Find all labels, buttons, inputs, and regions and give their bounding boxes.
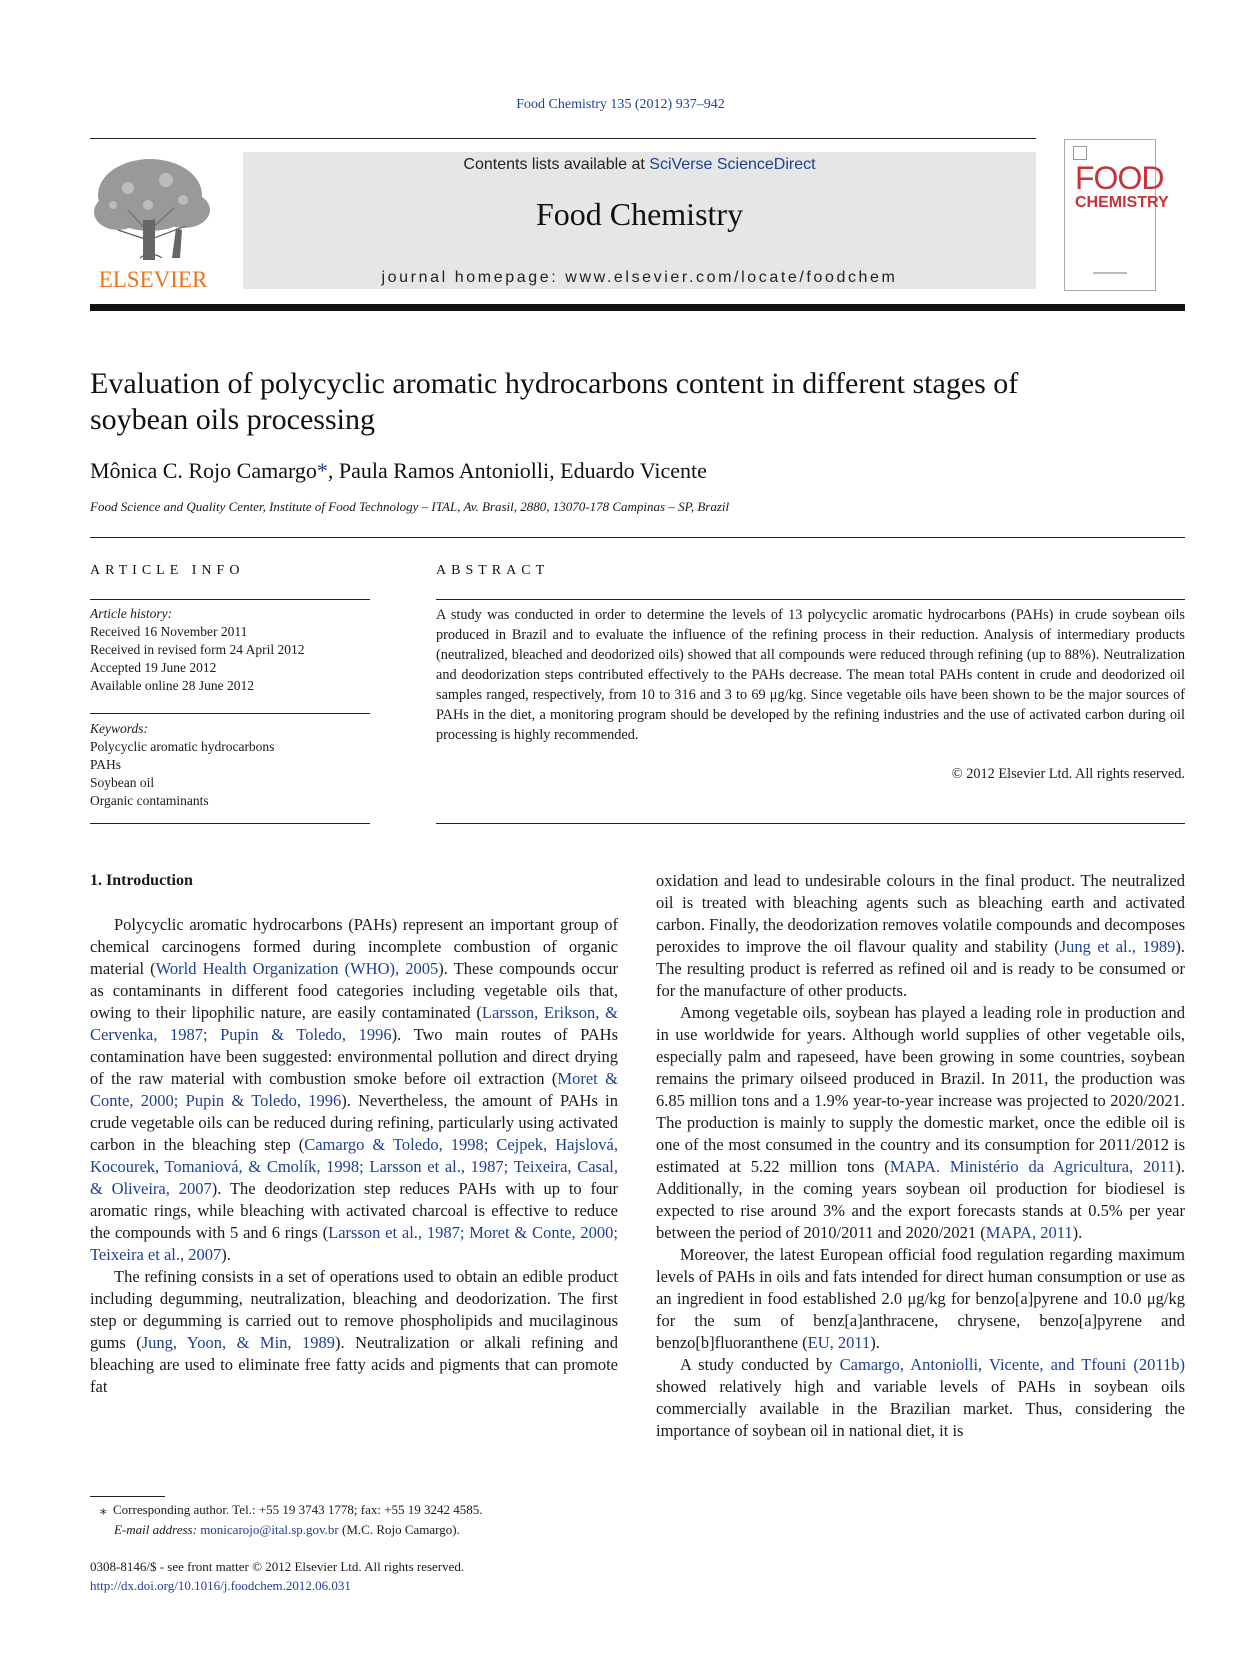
text-run: Polycyclic aromatic hydrocarbons (PAHs) represent an important group of chemical carcinogens formed during incomplete combustion of organic material ( — [90, 915, 618, 978]
sciencedirect-link[interactable]: SciVerse ScienceDirect — [649, 156, 816, 173]
article-history — [90, 605, 370, 695]
text-run: oxidation and lead to undesirable colours in the final product. The neutralized oil is treated with bleaching agents such as bleaching earth and activated carbon. Finally, the deodorization removes volatile compounds and decomposes peroxides to improve the oil flavour quality and stability ( — [656, 871, 1185, 956]
text-run: ). These compounds occur as contaminants in different food categories including vegetable oils that, owing to their lipophilic nature, are easily contaminated ( — [90, 959, 618, 1022]
abstract-copyright: © 2012 Elsevier Ltd. All rights reserved. — [951, 766, 1185, 782]
citation-link[interactable]: World Health Organization (WHO), 2005 — [155, 959, 439, 978]
citation-link[interactable]: MAPA. Ministério da Agricultura, 2011 — [889, 1157, 1176, 1176]
abstract-heading: ABSTRACT — [436, 563, 550, 578]
text-run: showed relatively high and variable levels of PAHs in soybean oils commercially available in the Brazilian market. Thus, considering the importance of soybean oil in national diet, it is — [656, 1377, 1185, 1440]
text-run: Among vegetable oils, soybean has played a leading role in production and in use worldwide for years. Although world supplies of other vegetable oils, especially palm and rapeseed, have been growing in some countries, soybean remains the primary oilseed produced in Brazil. In 2011, the production was 6.85 million tons and a 1.9% year-to-year increase was projected to 2020/2021. The production is mainly to supply the domestic market, once the edible oil is one of the most consumed in the country and its consumption for 2011/2012 is estimated at 5.22 million tons ( — [656, 1003, 1185, 1176]
text-run: Moreover, the latest European official food regulation regarding maximum levels of PAHs in oils and fats intended for direct human consumption or use as an ingredient in food established 2.0 μg/kg for benzo[a]pyrene and 10.0 μg/kg for the sum of benz[a]anthracene, chrysene, benzo[a]pyrene and benzo[b]fluoranthene ( — [656, 1245, 1185, 1352]
citation-link[interactable]: Camargo, Antoniolli, Vicente, and Tfouni (2011b) — [839, 1355, 1185, 1374]
affiliation: Food Science and Quality Center, Institute of Food Technology – ITAL, Av. Brasil, 2880, 13070-178 Campinas – SP, Brazil — [90, 499, 730, 514]
section-heading: 1. Introduction — [90, 872, 193, 889]
front-matter-line: 0308-8146/$ - see front matter © 2012 Elsevier Ltd. All rights reserved. — [90, 1559, 465, 1574]
text-run: ). Nevertheless, the amount of PAHs in crude vegetable oils can be reduced during refining, particularly using activated carbon in the bleaching step ( — [90, 1091, 618, 1154]
keyword: Organic contaminants — [90, 793, 209, 808]
journal-reference[interactable]: Food Chemistry 135 (2012) 937–942 — [516, 97, 725, 112]
journal-homepage[interactable]: journal homepage: www.elsevier.com/locate/foodchem — [381, 269, 898, 286]
journal-cover — [1064, 139, 1169, 291]
history-label: Article history: — [90, 606, 173, 621]
title-rule — [90, 537, 1185, 538]
text-run: ). Neutralization or alkali refining and bleaching are used to eliminate free fatty acids and pigments that can promote fat — [90, 1333, 618, 1396]
co-authors: , Paula Ramos Antoniolli, Eduardo Vicente — [327, 458, 707, 483]
article-info-heading: ARTICLE INFO — [90, 563, 245, 578]
article-info-rule — [90, 823, 370, 824]
top-rule — [90, 138, 1036, 139]
header-thick-rule — [90, 304, 1185, 311]
citation-link[interactable]: Larsson et al., 1987; Moret & Conte, 2000; Teixeira et al., 2007 — [90, 1223, 618, 1264]
text-run: ). — [221, 1245, 231, 1264]
article-info-rule — [90, 599, 370, 600]
history-item: Received in revised form 24 April 2012 — [90, 642, 305, 657]
keyword: Soybean oil — [90, 775, 155, 790]
email-line: E-mail address: monicarojo@ital.sp.gov.br (M.C. Rojo Camargo). — [114, 1522, 460, 1537]
doi-link[interactable]: http://dx.doi.org/10.1016/j.foodchem.2012.06.031 — [90, 1578, 351, 1593]
article-info-rule — [90, 713, 370, 714]
citation-link[interactable]: Jung et al., 1989 — [1059, 937, 1176, 956]
paragraph — [656, 1002, 1185, 1244]
text-run: A study conducted by — [680, 1355, 840, 1374]
cover-title-food: FOOD — [1075, 160, 1164, 196]
paragraph — [656, 1244, 1185, 1354]
journal-banner — [243, 152, 1036, 289]
footnote-rule — [90, 1496, 165, 1497]
citation-link[interactable]: EU, 2011 — [807, 1333, 871, 1352]
contents-line: Contents lists available at SciVerse ScienceDirect — [463, 156, 816, 173]
text-run: ). The deodorization step reduces PAHs with up to four aromatic rings, while bleaching with activated charcoal is effective to reduce the compounds with 5 and 6 rings ( — [90, 1179, 618, 1242]
cover-footer-line — [1093, 272, 1127, 274]
abstract-rule — [436, 599, 1185, 600]
keyword: PAHs — [90, 757, 122, 772]
citation-link[interactable]: Moret & Conte, 2000; Pupin & Toledo, 1996 — [90, 1069, 618, 1110]
keyword: Polycyclic aromatic hydrocarbons — [90, 739, 275, 754]
citation-link[interactable]: Larsson, Erikson, & Cervenka, 1987; Pupin & Toledo, 1996 — [90, 1003, 618, 1044]
email-link[interactable]: monicarojo@ital.sp.gov.br — [200, 1522, 339, 1537]
paragraph — [656, 870, 1185, 1002]
text-run: ). Additionally, in the coming years soybean oil production for biodiesel is expected to rise around 3% and the export forecasts stands at 0.5% per year between the period of 2010/2011 and 2020/2021 ( — [656, 1157, 1185, 1242]
author-list — [90, 458, 707, 484]
text-run: ). Two main routes of PAHs contamination have been suggested: environmental pollution and direct drying of the raw material with combustion smoke before oil extraction ( — [90, 1025, 619, 1088]
elsevier-wordmark: ELSEVIER — [98, 267, 208, 292]
text-run: ). — [1072, 1223, 1083, 1242]
cover-title-chemistry: CHEMISTRY — [1075, 194, 1169, 211]
cover-emblem-icon — [1073, 146, 1087, 160]
keywords-label: Keywords: — [90, 721, 148, 736]
corresponding-author-note: ⁎ Corresponding author. Tel.: +55 19 3743 1778; fax: +55 19 3242 4585. — [100, 1502, 483, 1517]
article-title: Evaluation of polycyclic aromatic hydrocarbons content in different stages of soybean oils processing — [90, 367, 1019, 436]
body-column-right — [656, 870, 1185, 1442]
paragraph — [90, 1266, 618, 1398]
body-column-left — [90, 914, 618, 1398]
paragraph — [656, 1354, 1185, 1442]
history-item: Available online 28 June 2012 — [90, 678, 254, 693]
citation-link[interactable]: Camargo & Toledo, 1998; Cejpek, Hajslová, Kocourek, Tomaniová, & Cmolík, 1998; Larsson et al., 1987; Teixeira, Casal, & Oliveira, 2007 — [90, 1135, 618, 1198]
front-matter — [90, 1557, 690, 1595]
elsevier-logo — [88, 150, 218, 290]
footnote — [90, 1500, 618, 1540]
citation-link[interactable]: Jung, Yoon, & Min, 1989 — [141, 1333, 336, 1352]
author-1: Mônica C. Rojo Camargo — [90, 458, 317, 483]
paragraph — [90, 914, 618, 1266]
text-run: ). The resulting product is referred as refined oil and is ready to be consumed or for the manufacture of other products. — [656, 937, 1185, 1000]
corresponding-author-mark[interactable]: * — [316, 458, 328, 483]
abstract-text: A study was conducted in order to determine the levels of 13 polycyclic aromatic hydrocarbons (PAHs) in crude soybean oils produced in Brazil and to evaluate the influence of the refining process in their reduction. Analysis of intermediary products (neutralized, bleached and deodorized oils) showed that all compounds were reduced through refining (up to 88%). Neutralization and deodorization steps contributed effectively to the PAHs decrease. The mean total PAHs content in crude and deodorized oil samples ranged, respectively, from 10 to 316 and 3 to 69 μg/kg. Since vegetable oils have been shown to be the major sources of PAHs in the diet, a monitoring program should be developed by the refining industries and the use of activated carbon during oil processing is highly recommended. — [436, 607, 1185, 743]
history-item: Accepted 19 June 2012 — [90, 660, 217, 675]
history-item: Received 16 November 2011 — [90, 624, 248, 639]
text-run: The refining consists in a set of operations used to obtain an edible product including degumming, neutralization, bleaching and deodorization. The first step or degumming is carried out to remove phospholipids and mucilaginous gums ( — [90, 1267, 618, 1352]
citation-link[interactable]: MAPA, 2011 — [985, 1223, 1073, 1242]
text-run: ). — [870, 1333, 880, 1352]
footnote-mark: ⁎ — [100, 1502, 107, 1517]
journal-name: Food Chemistry — [535, 196, 744, 232]
keywords — [90, 720, 370, 810]
abstract-rule — [436, 823, 1185, 824]
